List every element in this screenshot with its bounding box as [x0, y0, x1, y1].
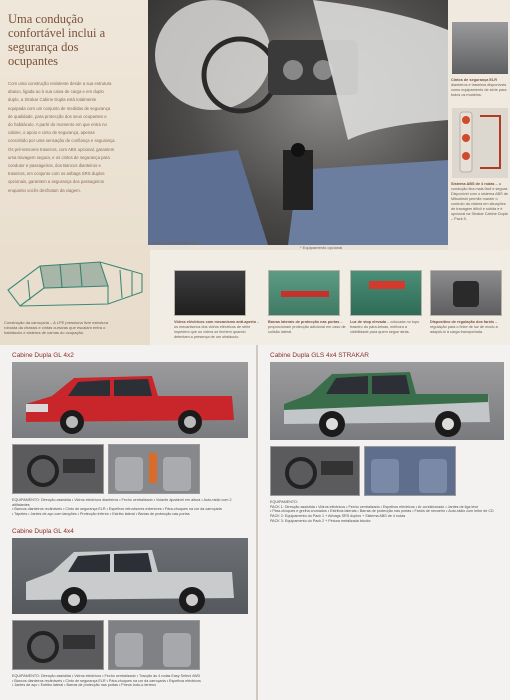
feature-title: Barras laterais de protecção nas portas [268, 320, 340, 324]
feature-title: Vidros eléctricos com mecanismo anti-aperto [174, 320, 257, 324]
body-line: cabine, o apoio e cinto de segurança, apenas [8, 130, 95, 136]
heading-line: ocupantes [8, 54, 58, 68]
seatbelt-caption-title: Cintos de segurança ELR [451, 78, 497, 82]
feature-text: – colocada no topo traseiro do pára-brisas, melhora a visibilidade para quem segue atrás. [350, 320, 420, 334]
body-line: abaixo, ligada ao à sua caixa de carga e em duplo [8, 89, 104, 95]
chassis-illustration [0, 240, 150, 315]
brake-light-photo [350, 270, 422, 316]
spec-line: EQUIPAMENTO: Direcção assistida • Vidros eléctricos dianteiros • Fecho centralizado • Volante ajustável em altura • Auto-rádio com 2 altifalantes [12, 498, 232, 507]
feature-text: – os mecanismos dos vidros eléctricos de série impedem que os vidros se fechem quando detectam a presença de um obstáculo. [174, 320, 260, 339]
truck-photo-gl-4x2 [12, 362, 248, 438]
caption-line: Construção da carroçaria – A LPE pressiona livre estrutura [4, 320, 109, 325]
spec-line: PACK 3: Equipamento do Pack 2 + Pintura metalizada bicolor [270, 518, 371, 523]
body-line: uma travagem segura, e os cintos de segurança para [8, 154, 110, 160]
chassis-caption [4, 320, 144, 335]
body-line: enquanto vocês desfrutam da viagem. [8, 187, 81, 193]
spec-line: • Jantes de aço • Estribo lateral • Barras de protecção nas portas • Pneus todo-o-terreno [12, 683, 157, 688]
feature-text: – regulação para o feixe de luz de modo a adaptá-lo à carga transportada. [430, 320, 498, 334]
caption-line: habitáculo e sistema de camas do ocupação. [4, 330, 85, 335]
abs-diagram [452, 108, 508, 178]
hero-footnote: * Equipamento opcional [300, 245, 343, 250]
spec-line: EQUIPAMENTO: Direcção assistida • Vidros eléctricos • Fecho centralizado • Tracção às 4 rodas Easy Select 4WD [12, 674, 201, 678]
safety-body-text [8, 80, 148, 195]
model-title: Cabine Dupla GLS 4x4 STRAKAR [270, 352, 369, 359]
body-line: do habitáculo. A partir do momento em que entra no [8, 122, 107, 128]
feature-caption-beams [268, 320, 348, 335]
dashboard-photo [12, 620, 104, 670]
abs-caption-text: – a condução fica mais fácil e segura. Disponível com o sistema ABS de Mitsubishi permite manter o controlo da viatura em situações de travagem difícil e súbita e é opcional na Strakar Cabine Dupla – Pack 5. [451, 182, 509, 221]
feature-caption-headlamp [430, 320, 508, 335]
caption-line: robusta da chassis e cintas cursivas que escalam entra o [4, 325, 106, 330]
spec-list-gl-4x4 [12, 674, 248, 688]
dashboard-photo [12, 444, 104, 494]
spec-list-gls-4x4 [270, 500, 504, 524]
truck-photo-gls-4x4 [270, 362, 504, 440]
spec-line: • Tapetes • Jantes de aço com tampões • Protecção inferior • Estribo lateral • Barras de protecção nas portas [12, 512, 190, 517]
body-line: opcionais, garantem a segurança dos passageiros [8, 179, 105, 185]
seatbelt-caption [451, 78, 509, 98]
seatbelt-caption-text: dianteiros e traseiros disponíveis como equipamento de série para todos os modelos. [451, 83, 507, 97]
spec-list-gl-4x2 [12, 498, 248, 517]
body-line: Com uma construção resistente desde a sua estrutura [8, 81, 112, 86]
body-line: traseiros, em conjunto com os airbags SRS duplos [8, 171, 105, 177]
spec-line: • Bancos dianteiros reclináveis • Cinto de segurança ELR • Pára-choques na cor da carroçaria • Espelhos eléctricos [12, 678, 201, 683]
heading-line: Uma condução [8, 12, 84, 26]
abs-caption [451, 182, 509, 222]
seats-photo [364, 446, 456, 496]
hero-caption: Strakar Cabine Dupla 4x4 [152, 240, 198, 245]
feature-caption-stoplight [350, 320, 426, 335]
seats-photo [108, 620, 200, 670]
spec-line: PACK 2: Equipamento do Pack 1 + Airbags SRS duplos + Sistema ABS de 4 rodas [270, 514, 406, 519]
body-line: concebido por uma sensação de confiança e segurança. [8, 138, 116, 144]
feature-title: Luz de stop elevada [350, 320, 387, 324]
headlamp-leveller-photo [430, 270, 502, 316]
spec-line: • Pára-choques e grelha cromados • Estribos laterais • Barras de protecção nas portas • Faróis de nevoeiro • Auto-rádio com leitor de CD [270, 509, 494, 514]
spec-line: EQUIPAMENTO: [270, 500, 298, 504]
body-line: equipada com um conjunto de medidas de segurança [8, 105, 111, 111]
heading-line: segurança dos [8, 40, 79, 54]
body-line: condutor e passageiros, dos Bancos dianteiros e [8, 163, 101, 169]
safety-heading [8, 12, 148, 68]
interior-airbag-photo [148, 0, 448, 245]
body-line: duplo, a Strakar Cabine Dupla está totalmente [8, 97, 97, 103]
seatbelt-photo [452, 22, 508, 74]
feature-text: – proporcionam protecção adicional em caso de colisão lateral. [268, 320, 346, 334]
spec-line: • Bancos dianteiros reclináveis • Cinto de segurança ELR • Espelhos retrovisores exteriores • Pára-choques na cor da carroçaria [12, 507, 222, 512]
truck-photo-gl-4x4 [12, 538, 248, 614]
model-title: Cabine Dupla GL 4x2 [12, 352, 74, 359]
body-line: de qualidade, para protecção dos seus ocupantes e [8, 113, 107, 119]
model-title: Cabine Dupla GL 4x4 [12, 528, 74, 535]
power-window-photo [174, 270, 246, 316]
body-line: Os pré-tensores traseiros, com ABS opcional, garantem [8, 146, 115, 152]
heading-line: confortável inclui a [8, 26, 106, 40]
door-beam-photo [268, 270, 340, 316]
dashboard-photo [270, 446, 360, 496]
spec-line: PACK 1: Direcção assistida • Vidros eléctricos • Fecho centralizado • Espelhos eléctricos • Ar condicionado • Jantes de liga leve [270, 504, 479, 509]
feature-title: Dispositivo de regulação dos faróis [430, 320, 495, 324]
front-seats-photo [108, 444, 200, 494]
feature-caption-windows [174, 320, 262, 340]
abs-caption-title: Sistema ABS de 4 rodas [451, 182, 495, 186]
